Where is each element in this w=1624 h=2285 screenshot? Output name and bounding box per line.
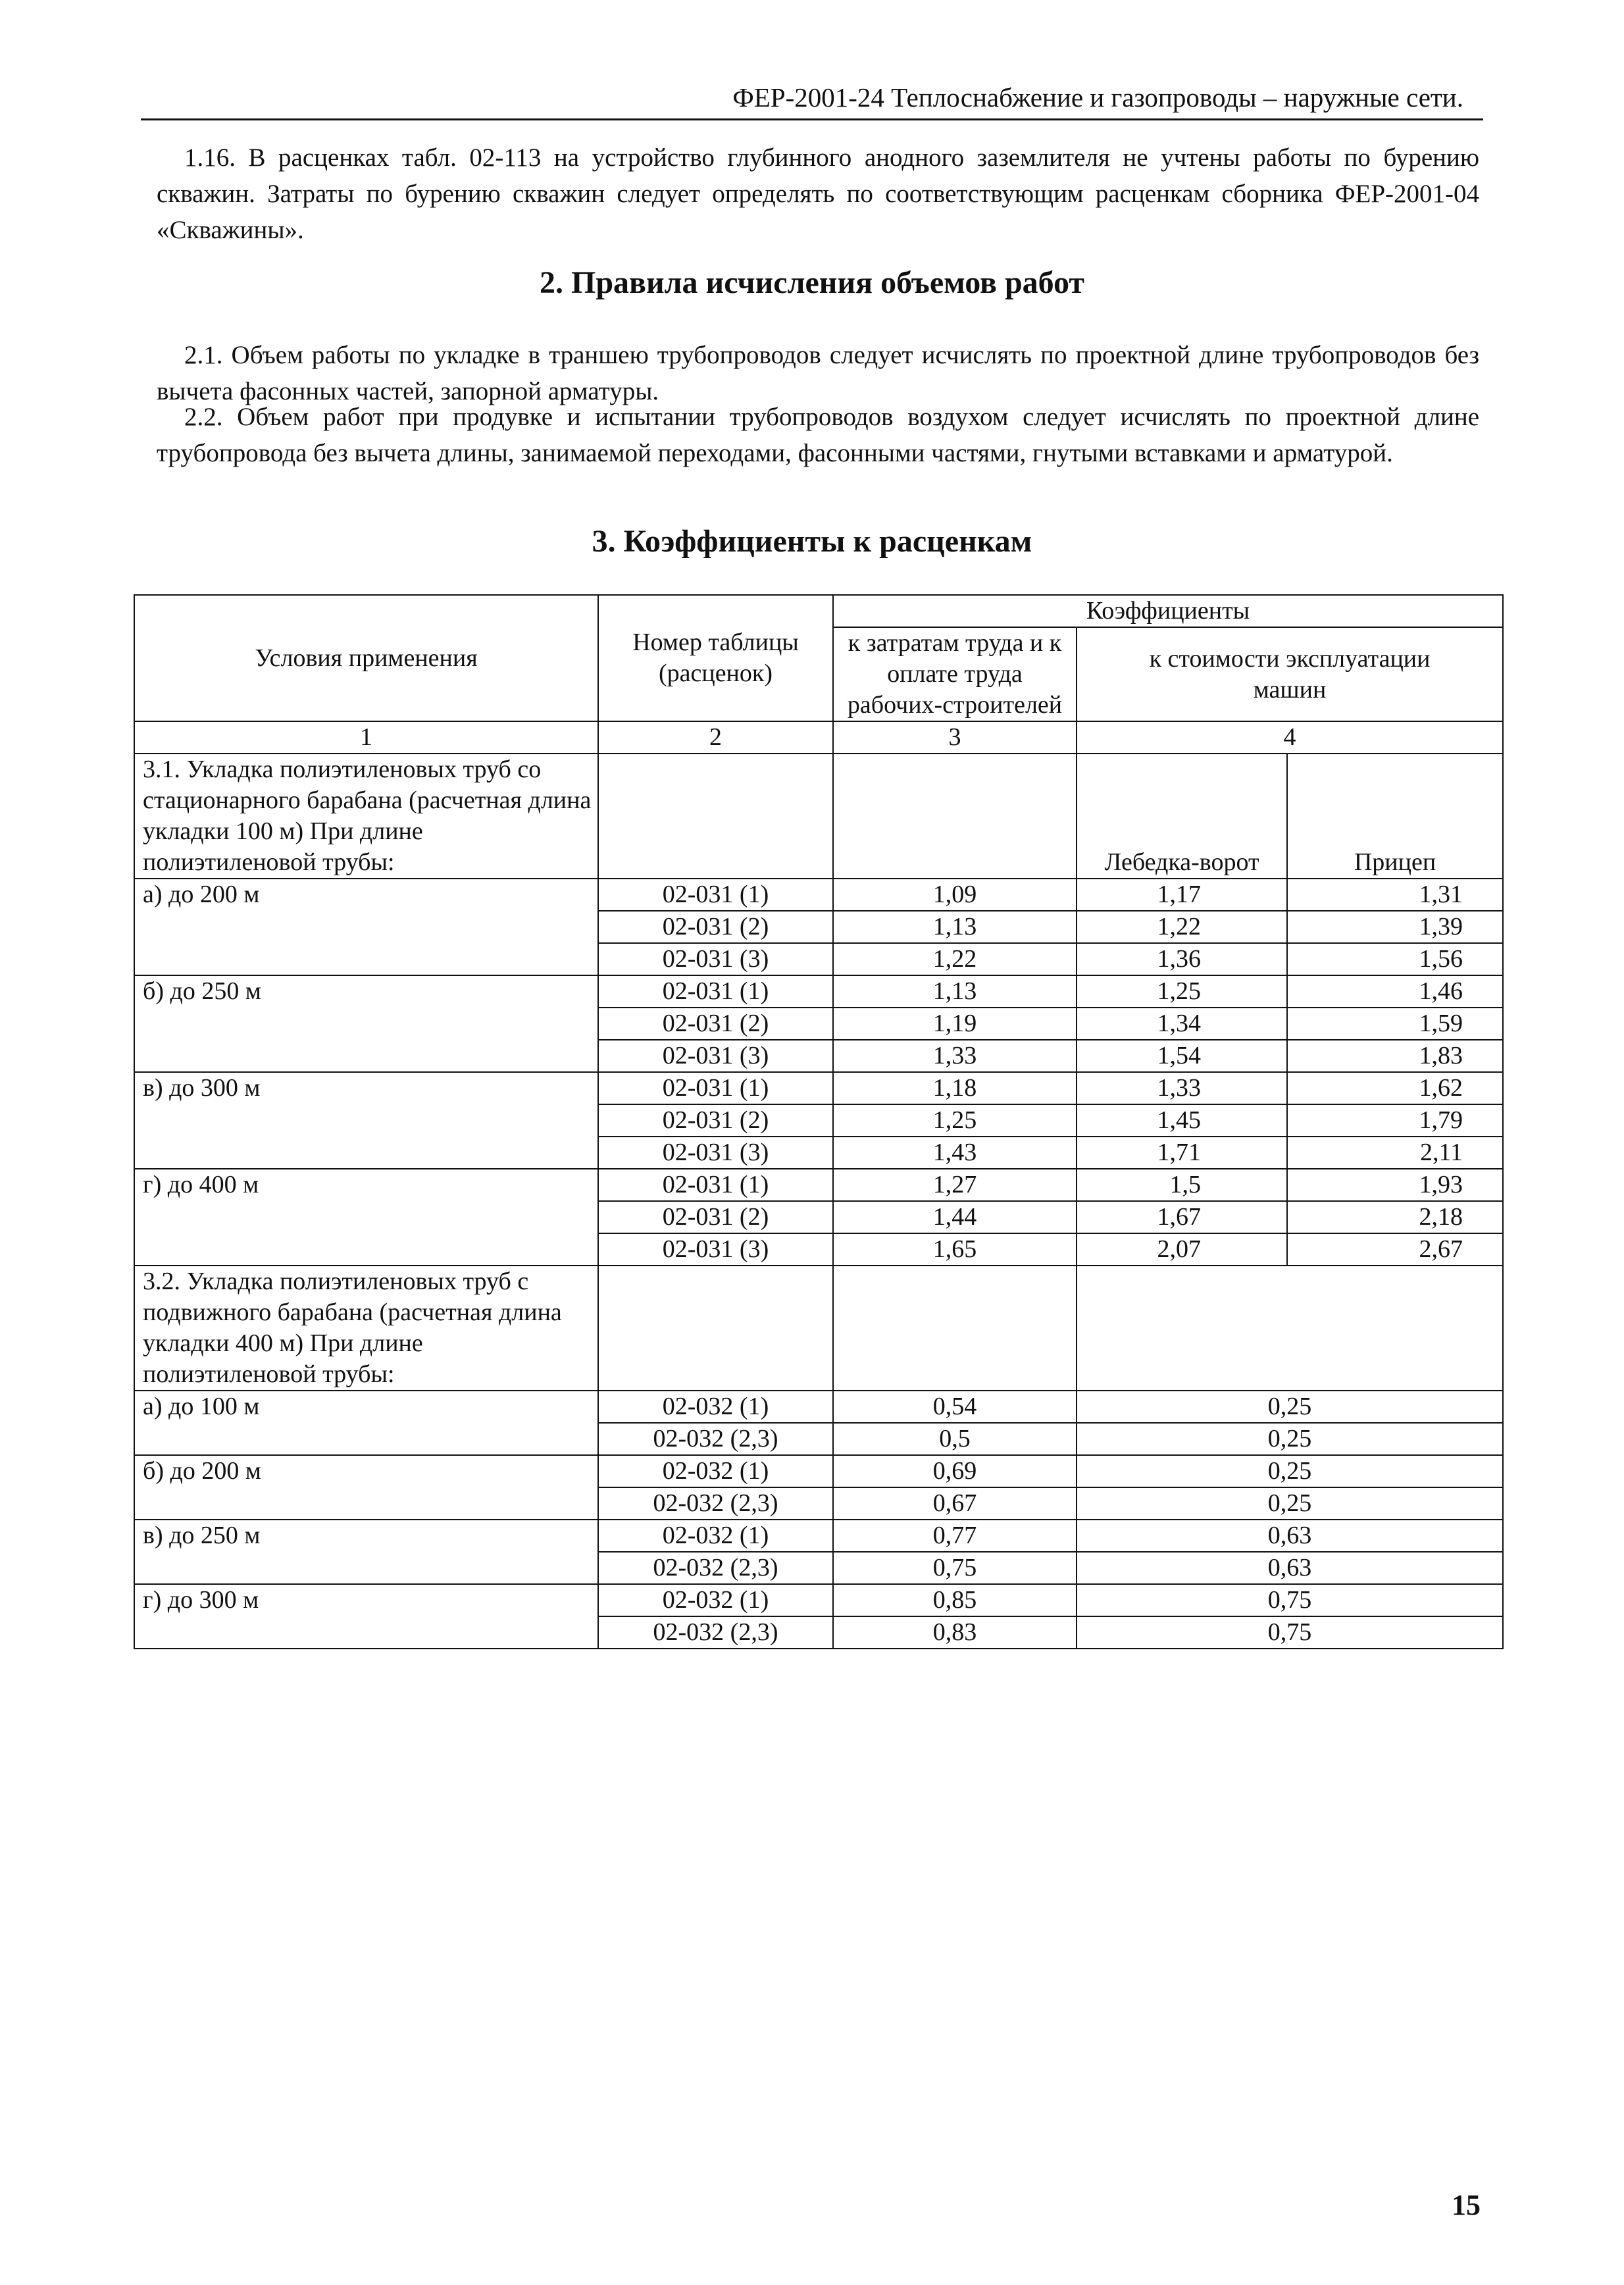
- machines-coefficient-cell: 0,75: [1077, 1584, 1503, 1616]
- col-number-3: 3: [833, 721, 1077, 754]
- paragraph-2-2: [157, 399, 1479, 471]
- winch-coefficient-cell: 2,07: [1077, 1233, 1287, 1266]
- table-header-row-1: [134, 595, 1503, 627]
- labor-coefficient-cell: 1,25: [833, 1104, 1077, 1137]
- table-number-cell: 02-031 (1): [598, 1072, 833, 1104]
- section-3-heading: 3. Коэффициенты к расценкам: [592, 524, 1032, 559]
- col-number-4: 4: [1077, 721, 1503, 754]
- labor-coefficient-cell: 1,09: [833, 879, 1077, 911]
- group-3-1-title: 3.1. Укладка полиэтиленовых труб со стационарного барабана (расчетная длина укладки 100 м) При длине полиэтиленовой трубы:: [134, 754, 598, 879]
- group-3-2-title-row: [134, 1266, 1503, 1391]
- trailer-coefficient-cell: 1,62: [1287, 1072, 1503, 1104]
- table-number-cell: 02-031 (2): [598, 1201, 833, 1233]
- section-2-heading: 2. Правила исчисления объемов работ: [540, 265, 1084, 300]
- winch-coefficient-cell: 1,22: [1077, 911, 1287, 943]
- table-number-cell: 02-031 (3): [598, 1137, 833, 1169]
- table-row: [134, 1169, 1503, 1201]
- winch-coefficient-cell: 1,5: [1077, 1169, 1287, 1201]
- condition-label: б) до 250 м: [134, 975, 598, 1072]
- machines-coefficient-cell: 0,25: [1077, 1487, 1503, 1520]
- paragraph-2-2-text: 2.2. Объем работ при продувке и испытании трубопроводов воздухом следует исчислять по проектной длине трубопровода без вычета длины, занимаемой переходами, фасонными частями, гнутыми вставками и арматурой.: [157, 403, 1479, 467]
- table-number-cell: 02-031 (1): [598, 975, 833, 1008]
- table-row: [134, 1455, 1503, 1487]
- paragraph-1-16: [157, 140, 1479, 248]
- paragraph-1-16-rest: бурению скважин. Затраты по бурению скважин следует определять по соответствующим расценкам сборника ФЕР-2001-04 «Скважины».: [157, 143, 1480, 244]
- labor-coefficient-cell: 1,44: [833, 1201, 1077, 1233]
- labor-coefficient-cell: 0,54: [833, 1391, 1077, 1423]
- table-row: [134, 1584, 1503, 1616]
- header-machines: к стоимости эксплуатации машин: [1077, 627, 1503, 721]
- running-header: [141, 78, 1483, 120]
- table-row: [134, 975, 1503, 1008]
- page-number: 15: [1452, 2189, 1481, 2221]
- table-number-cell: 02-032 (2,3): [598, 1616, 833, 1649]
- trailer-coefficient-cell: 2,11: [1287, 1137, 1503, 1169]
- condition-label: в) до 300 м: [134, 1072, 598, 1169]
- machine-winch-label: Лебедка-ворот: [1077, 754, 1287, 879]
- winch-coefficient-cell: 1,17: [1077, 879, 1287, 911]
- winch-coefficient-cell: 1,71: [1077, 1137, 1287, 1169]
- trailer-coefficient-cell: 1,56: [1287, 943, 1503, 975]
- trailer-coefficient-cell: 2,18: [1287, 1201, 1503, 1233]
- labor-coefficient-cell: 1,13: [833, 911, 1077, 943]
- labor-coefficient-cell: 1,22: [833, 943, 1077, 975]
- machine-trailer-label: Прицеп: [1287, 754, 1503, 879]
- column-numbers-row: [134, 721, 1503, 754]
- machines-coefficient-cell: 0,25: [1077, 1455, 1503, 1487]
- machines-coefficient-cell: 0,63: [1077, 1552, 1503, 1584]
- condition-label: в) до 250 м: [134, 1520, 598, 1584]
- table-number-cell: 02-032 (2,3): [598, 1487, 833, 1520]
- table-number-cell: 02-032 (1): [598, 1455, 833, 1487]
- winch-coefficient-cell: 1,36: [1077, 943, 1287, 975]
- labor-coefficient-cell: 0,75: [833, 1552, 1077, 1584]
- labor-coefficient-cell: 1,43: [833, 1137, 1077, 1169]
- col-number-1: 1: [134, 721, 598, 754]
- labor-coefficient-cell: 0,85: [833, 1584, 1077, 1616]
- winch-coefficient-cell: 1,54: [1077, 1040, 1287, 1072]
- table-row: [134, 1072, 1503, 1104]
- labor-coefficient-cell: 1,65: [833, 1233, 1077, 1266]
- empty-cell: [598, 1266, 833, 1391]
- group-3-1-title-row: [134, 754, 1503, 879]
- col-number-2: 2: [598, 721, 833, 754]
- winch-coefficient-cell: 1,33: [1077, 1072, 1287, 1104]
- winch-coefficient-cell: 1,25: [1077, 975, 1287, 1008]
- machines-coefficient-cell: 0,25: [1077, 1391, 1503, 1423]
- trailer-coefficient-cell: 1,39: [1287, 911, 1503, 943]
- table-row: [134, 1391, 1503, 1423]
- header-labor: к затратам труда и к оплате труда рабочих-строителей: [833, 627, 1077, 721]
- table-row: [134, 1520, 1503, 1552]
- header-table-number: Номер таблицы (расценок): [598, 595, 833, 721]
- header-coefficients: Коэффициенты: [833, 595, 1503, 627]
- machines-coefficient-cell: 0,25: [1077, 1423, 1503, 1455]
- labor-coefficient-cell: 1,33: [833, 1040, 1077, 1072]
- labor-coefficient-cell: 1,19: [833, 1008, 1077, 1040]
- condition-label: а) до 100 м: [134, 1391, 598, 1455]
- labor-coefficient-cell: 0,5: [833, 1423, 1077, 1455]
- condition-label: а) до 200 м: [134, 879, 598, 975]
- trailer-coefficient-cell: 1,46: [1287, 975, 1503, 1008]
- table-number-cell: 02-031 (2): [598, 911, 833, 943]
- labor-coefficient-cell: 1,13: [833, 975, 1077, 1008]
- machines-coefficient-cell: 0,75: [1077, 1616, 1503, 1649]
- winch-coefficient-cell: 1,34: [1077, 1008, 1287, 1040]
- trailer-coefficient-cell: 1,79: [1287, 1104, 1503, 1137]
- trailer-coefficient-cell: 1,59: [1287, 1008, 1503, 1040]
- labor-coefficient-cell: 1,27: [833, 1169, 1077, 1201]
- table-number-cell: 02-031 (2): [598, 1104, 833, 1137]
- labor-coefficient-cell: 0,77: [833, 1520, 1077, 1552]
- group-3-2-title: 3.2. Укладка полиэтиленовых труб с подвижного барабана (расчетная длина укладки 400 м) При длине полиэтиленовой трубы:: [134, 1266, 598, 1391]
- trailer-coefficient-cell: 1,83: [1287, 1040, 1503, 1072]
- machines-coefficient-cell: 0,63: [1077, 1520, 1503, 1552]
- table-number-cell: 02-032 (1): [598, 1391, 833, 1423]
- table-number-cell: 02-032 (2,3): [598, 1423, 833, 1455]
- labor-coefficient-cell: 1,18: [833, 1072, 1077, 1104]
- winch-coefficient-cell: 1,45: [1077, 1104, 1287, 1137]
- empty-cell: [1077, 1266, 1503, 1391]
- header-conditions: Условия применения: [134, 595, 598, 721]
- trailer-coefficient-cell: 2,67: [1287, 1233, 1503, 1266]
- labor-coefficient-cell: 0,69: [833, 1455, 1077, 1487]
- table-row: [134, 879, 1503, 911]
- empty-cell: [833, 1266, 1077, 1391]
- table-number-cell: 02-031 (3): [598, 1040, 833, 1072]
- coefficients-table: [134, 594, 1504, 1649]
- table-number-cell: 02-032 (1): [598, 1520, 833, 1552]
- paragraph-2-1-text: 2.1. Объем работы по укладке в траншею трубопроводов следует исчислять по проектной длине трубопроводов без вычета фасонных частей, запорной арматуры.: [157, 341, 1479, 405]
- trailer-coefficient-cell: 1,31: [1287, 879, 1503, 911]
- table-number-cell: 02-031 (3): [598, 1233, 833, 1266]
- labor-coefficient-cell: 0,67: [833, 1487, 1077, 1520]
- condition-label: б) до 200 м: [134, 1455, 598, 1520]
- labor-coefficient-cell: 0,83: [833, 1616, 1077, 1649]
- condition-label: г) до 300 м: [134, 1584, 598, 1649]
- table-number-cell: 02-031 (3): [598, 943, 833, 975]
- table-number-cell: 02-031 (1): [598, 1169, 833, 1201]
- table-number-cell: 02-032 (1): [598, 1584, 833, 1616]
- trailer-coefficient-cell: 1,93: [1287, 1169, 1503, 1201]
- header-title: ФЕР-2001-24 Теплоснабжение и газопроводы – наружные сети.: [732, 82, 1463, 113]
- table-number-cell: 02-032 (2,3): [598, 1552, 833, 1584]
- table-number-cell: 02-031 (1): [598, 879, 833, 911]
- table-number-cell: 02-031 (2): [598, 1008, 833, 1040]
- winch-coefficient-cell: 1,67: [1077, 1201, 1287, 1233]
- condition-label: г) до 400 м: [134, 1169, 598, 1266]
- paragraph-1-16-first-line: 1.16. В расценках табл. 02-113 на устройство глубинного анодного заземлителя не учтены работы по: [184, 143, 1371, 172]
